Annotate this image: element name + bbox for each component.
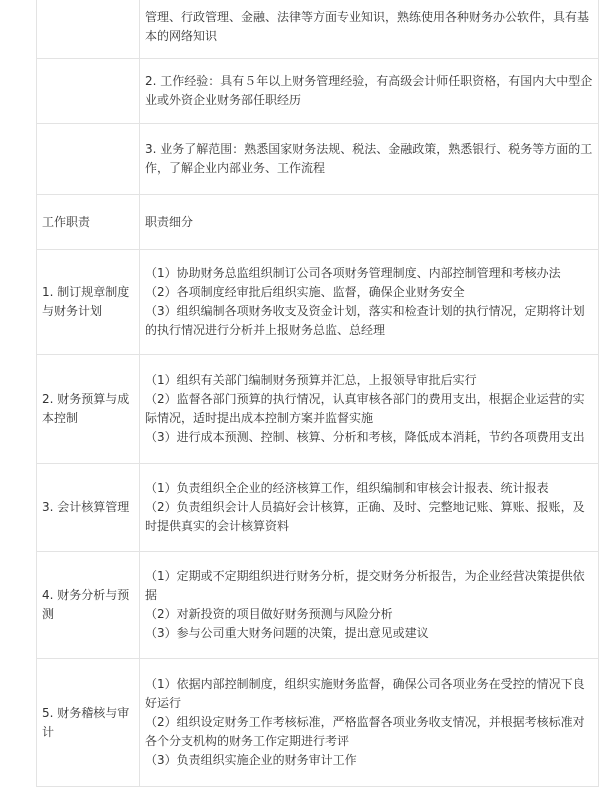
detail-line: （2）组织设定财务工作考核标准，严格监督各项业务收支情况，并根据考核标准对各个分支机构的财务工作定期进行考评 <box>145 715 585 748</box>
detail-line: （3）组织编制各项财务收支及资金计划，落实和检查计划的执行情况，定期将计划的执行情况进行分析并上报财务总监、总经理 <box>145 304 585 337</box>
table-row <box>37 250 599 355</box>
row-label: 2. 财务预算与成本控制 <box>42 392 130 425</box>
row-label-cell <box>37 659 140 787</box>
detail-line: （2）各项制度经审批后组织实施、监督，确保企业财务安全 <box>145 285 465 299</box>
row-label-cell <box>37 464 140 552</box>
row-detail-cell <box>140 59 599 124</box>
row-detail-cell <box>140 124 599 195</box>
header-duty: 工作职责 <box>42 214 91 229</box>
detail-line: （2）负责组织会计人员搞好会计核算，正确、及时、完整地记账、算账、报账，及时提供真实的会计核算资料 <box>145 500 585 533</box>
detail-line: 管理、行政管理、金融、法律等方面专业知识，熟练使用各种财务办公软件，具有基本的网络知识 <box>145 9 590 43</box>
detail-line: （3）负责组织实施企业的财务审计工作 <box>145 753 357 767</box>
table-header-row <box>37 195 599 250</box>
table-row <box>37 59 599 124</box>
row-label-cell <box>37 124 140 195</box>
row-detail-cell <box>140 464 599 552</box>
row-label-cell <box>37 0 140 59</box>
detail-line: 3. 业务了解范围：熟悉国家财务法规、税法、金融政策，熟悉银行、税务等方面的工作，了解企业内部业务、工作流程 <box>145 142 593 175</box>
row-label-cell <box>37 552 140 659</box>
row-label: 5. 财务稽核与审计 <box>42 705 130 739</box>
detail-line: （1）定期或不定期组织进行财务分析，提交财务分析报告，为企业经营决策提供依据 <box>145 569 585 602</box>
table-row <box>37 659 599 787</box>
row-detail-cell <box>140 0 599 59</box>
detail-line: （1）依据内部控制制度，组织实施财务监督，确保公司各项业务在受控的情况下良好运行 <box>145 677 585 710</box>
row-label: 3. 会计核算管理 <box>42 500 130 514</box>
row-detail-cell <box>140 250 599 355</box>
detail-line: （2）监督各部门预算的执行情况，认真审核各部门的费用支出，根据企业运营的实际情况，适时提出成本控制方案并监督实施 <box>145 392 585 425</box>
detail-line: 2. 工作经验：具有５年以上财务管理经验，有高级会计师任职资格，有国内大中型企业或外资企业财务部任职经历 <box>145 74 593 107</box>
row-detail-cell <box>140 355 599 464</box>
detail-line: （2）对新投资的项目做好财务预测与风险分析 <box>145 607 393 621</box>
detail-line: （1）协助财务总监组织制订公司各项财务管理制度、内部控制管理和考核办法 <box>145 266 561 280</box>
detail-line: （1）负责组织全企业的经济核算工作，组织编制和审核会计报表、统计报表 <box>145 481 549 495</box>
table-row <box>37 552 599 659</box>
row-label: 1. 制订规章制度与财务计划 <box>42 285 130 318</box>
row-label: 4. 财务分析与预测 <box>42 588 130 621</box>
detail-line: （3）进行成本预测、控制、核算、分析和考核，降低成本消耗，节约各项费用支出 <box>145 430 585 444</box>
header-detail-cell <box>140 195 599 250</box>
row-detail-cell <box>140 659 599 787</box>
job-description-table <box>36 0 599 787</box>
table-row <box>37 355 599 464</box>
detail-line: （1）组织有关部门编制财务预算并汇总，上报领导审批后实行 <box>145 373 477 387</box>
row-label-cell <box>37 355 140 464</box>
table-row <box>37 0 599 59</box>
row-label-cell <box>37 250 140 355</box>
row-label-cell <box>37 59 140 124</box>
header-duty-cell <box>37 195 140 250</box>
header-detail: 职责细分 <box>145 214 194 229</box>
table-row <box>37 124 599 195</box>
row-detail-cell <box>140 552 599 659</box>
detail-line: （3）参与公司重大财务问题的决策，提出意见或建议 <box>145 626 429 640</box>
table-row <box>37 464 599 552</box>
